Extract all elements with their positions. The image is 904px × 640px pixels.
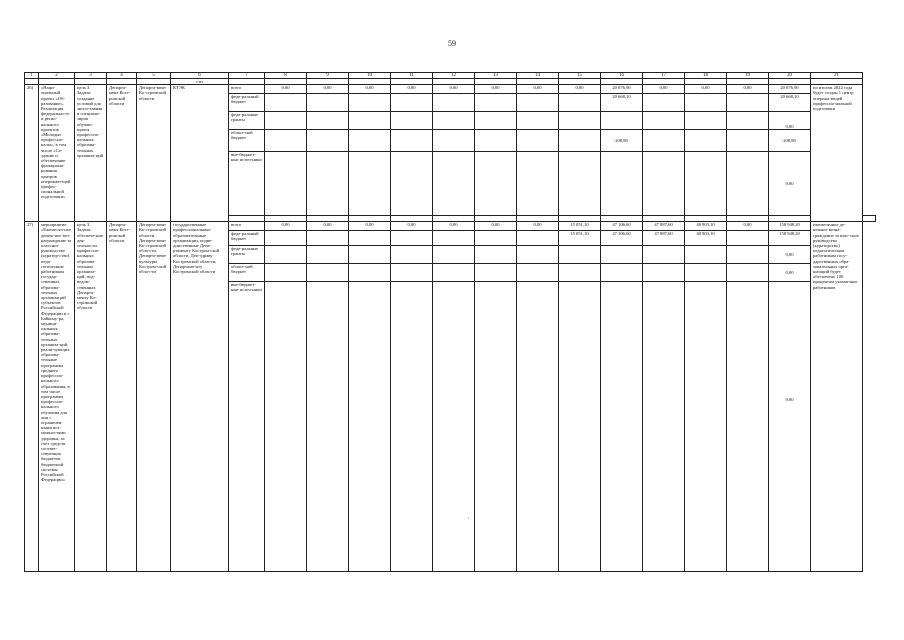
- column-header: 13: [475, 73, 517, 79]
- value-cell: 15 051,10: [559, 231, 601, 246]
- column-header: 6: [171, 73, 229, 79]
- column-header: 16: [601, 73, 643, 79]
- row-executor: Департа-мент Кост-ромской области: [107, 222, 137, 572]
- total-cell: 47 887,60: [643, 222, 685, 231]
- page-number: 59: [448, 39, 456, 48]
- total-cell: 0,00: [727, 85, 769, 94]
- column-header: 10: [349, 73, 391, 79]
- total-cell: 0,00: [265, 222, 307, 231]
- total-cell: 0,00: [433, 85, 475, 94]
- total-cell: 0,00: [643, 85, 685, 94]
- row-result: по итогам 2022 года будет создан 1 центр опережа-ющей профессио-нальной подготовки: [811, 85, 863, 222]
- column-header: 7: [229, 73, 265, 79]
- total-cell: 0,00: [391, 222, 433, 231]
- total-cell: 0,00: [433, 222, 475, 231]
- total-cell: 0,00: [475, 222, 517, 231]
- total-cell: 48 903,10: [685, 222, 727, 231]
- column-header: 21: [811, 73, 863, 79]
- column-header: 11: [391, 73, 433, 79]
- row-goal: цель 3. Задача: обеспече-ние дея-тельности профессио-нальных образова-тельных организа-ций, под-ведом-ственных Департа-менту Ко-стромской области: [75, 222, 107, 572]
- source-label: феде-ральные гранты: [229, 112, 265, 130]
- total-cell: 0,00: [475, 85, 517, 94]
- total-cell: 0,00: [307, 85, 349, 94]
- total-cell: 20 876,90: [601, 85, 643, 94]
- value-cell: 208,80: [601, 130, 643, 152]
- column-header: 14: [517, 73, 559, 79]
- total-cell: 0,00: [685, 85, 727, 94]
- total-cell: 0,00: [349, 222, 391, 231]
- value-cell: 208,80: [769, 130, 811, 152]
- row-result: ежемесячное де-нежное возна-граждение за клас-сное руководство (кураторство) педагогическим работникам госу-дарственных обра-зовательных орга-низаций будет обеспечено 100 процентам указан-ных работников: [811, 222, 863, 572]
- column-header: 20: [769, 73, 811, 79]
- total-cell: 0,00: [559, 85, 601, 94]
- row-coexecutor: Департа-мент Ко-стромской области, Департа-мент Ко-стромской обла-сти, Департа-мент культуры Костром-ской обла-сти: [137, 222, 171, 572]
- total-cell: 20 876,90: [769, 85, 811, 94]
- row-executor: Департа-мент Кост-ромской области: [107, 85, 137, 222]
- value-cell: 20 668,10: [769, 94, 811, 112]
- table-row: [25, 222, 876, 231]
- source-label: вне-бюджет-ные источ-ники: [229, 152, 265, 216]
- budget-table: [24, 72, 876, 572]
- column-header: 4: [107, 73, 137, 79]
- source-label: всего: [229, 222, 265, 231]
- column-header: 2: [39, 73, 75, 79]
- row-name: мероприятие «Ежемесяч-ное денеж-ное воз-награждение за классное руководство (куратор-ство) педа-гогическим работникам государ-ственных образова-тельных организаций субъектов Российской Федерации и г. Байкону-ра, муници-пальных образова-тельных организа-ций, реали-зующих образова-тельные программы среднего профессио-нального образования, в том числе программы профессио-нального обучения для лиц с ограничен-ными воз-можностями здоровья, за счет средств соответ-ствующих бюджетов бюджетной системы Российской Федерации»: [39, 222, 75, 572]
- source-label: феде-ральные гранты: [229, 246, 265, 264]
- column-header: 8: [265, 73, 307, 79]
- total-cell: 0,00: [727, 222, 769, 231]
- total-cell: 0,00: [265, 85, 307, 94]
- source-label: област-ной бюджет: [229, 130, 265, 152]
- total-cell: 0,00: [517, 85, 559, 94]
- value-cell: 47 887,60: [643, 231, 685, 246]
- source-label: всего: [229, 85, 265, 94]
- stray-mark: ·: [467, 514, 470, 523]
- total-cell: 47 106,60: [601, 222, 643, 231]
- value-cell: 0,00: [769, 152, 811, 216]
- column-header: 12: [433, 73, 475, 79]
- column-header: 18: [685, 73, 727, 79]
- value-cell: 0,00: [769, 282, 811, 572]
- total-cell: 0,00: [307, 222, 349, 231]
- column-header: 19: [727, 73, 769, 79]
- table-row: [25, 85, 876, 94]
- value-cell: 0,00: [769, 264, 811, 282]
- column-header: 9: [307, 73, 349, 79]
- row-name: «Наци-ональный проект «Об-разование». Реализация федерально-го и регио-нального проектов «Молодые профессио-налы», в том числе «Со-здание и обеспечение функциони-рования центров опережаю-щей профес-сиональной подготовки»: [39, 85, 75, 222]
- column-header: 17: [643, 73, 685, 79]
- value-cell: 47 106,60: [601, 231, 643, 246]
- source-label: феде-ральный бюджет: [229, 231, 265, 246]
- row-participant: КТЭК: [171, 85, 229, 222]
- value-cell: 0,00: [769, 112, 811, 130]
- source-label: област-ной бюджет: [229, 264, 265, 282]
- column-header: 5: [137, 73, 171, 79]
- row-id: 27): [25, 222, 39, 572]
- total-cell: 0,00: [517, 222, 559, 231]
- source-label: вне-бюджет-ные источ-ники: [229, 282, 265, 572]
- value-cell: 20 668,10: [601, 94, 643, 112]
- column-header: 15: [559, 73, 601, 79]
- value-cell: 158 948,20: [769, 231, 811, 246]
- column-header: 3: [75, 73, 107, 79]
- header-fragment: сти: [171, 79, 229, 85]
- row-id: 26): [25, 85, 39, 222]
- column-header: 1: [25, 73, 39, 79]
- row-participant: государственные профессиональные образовательные организации, подве-домственные Депа-ртаменту Костром-ской области, Деп-здраву Костромской области, Департаме-нту Костромской области: [171, 222, 229, 572]
- total-cell: 158 948,20: [769, 222, 811, 231]
- source-label: феде-ральный бюджет: [229, 94, 265, 112]
- total-cell: 0,00: [349, 85, 391, 94]
- value-cell: 0,00: [769, 246, 811, 264]
- total-cell: 0,00: [391, 85, 433, 94]
- row-coexecutor: Департа-мент Ко-стромской области: [137, 85, 171, 222]
- total-cell: 15 051,10: [559, 222, 601, 231]
- value-cell: 48 903,10: [685, 231, 727, 246]
- row-goal: цель 3. Задача: создание условий для экспо-тавная в специали-зиров обучаю-щихся профессио-нальных образова-тельных организа-ций: [75, 85, 107, 222]
